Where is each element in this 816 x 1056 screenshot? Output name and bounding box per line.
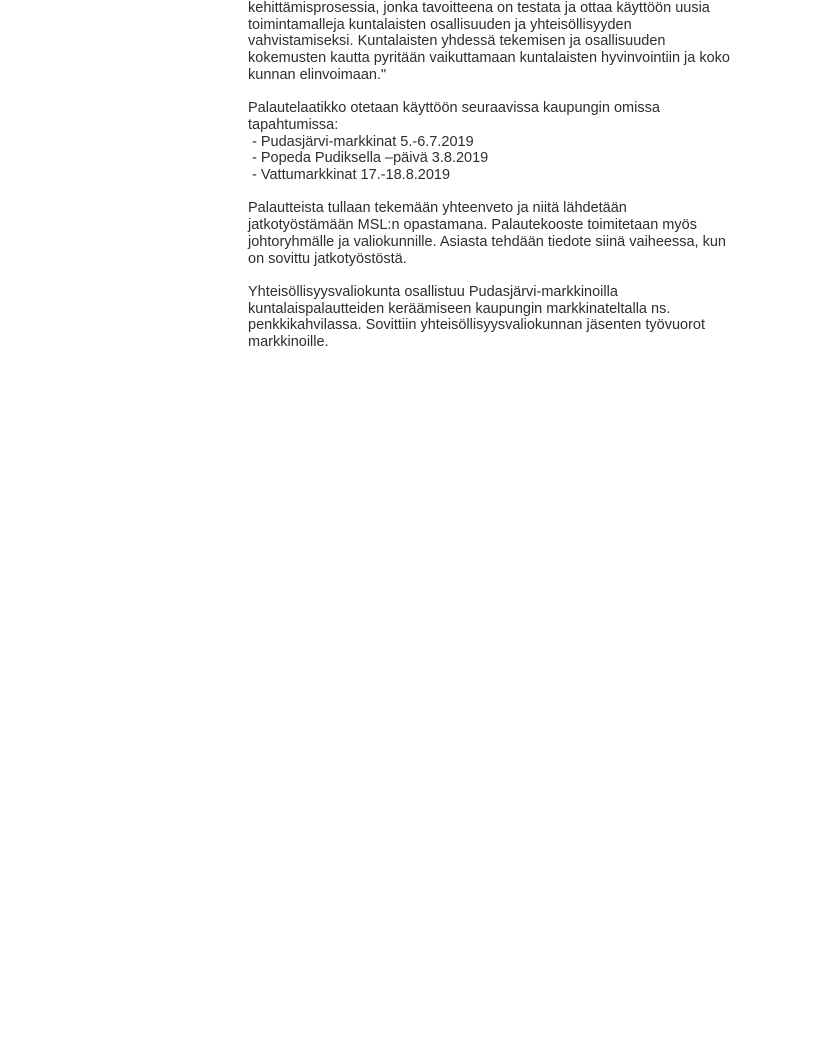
text-line: jatkotyöstämään MSL:n opastamana. Palautekooste toimitetaan myös bbox=[248, 217, 697, 234]
document-body-text bbox=[248, 0, 758, 351]
quote-paragraph bbox=[248, 0, 758, 84]
text-line: - Popeda Pudiksella –päivä 3.8.2019 bbox=[248, 150, 489, 167]
text-line: kuntalaispalautteiden keräämiseen kaupungin markkinateltalla ns. bbox=[248, 300, 671, 317]
text-line: - Pudasjärvi-markkinat 5.-6.7.2019 bbox=[248, 133, 474, 150]
text-line: markkinoille. bbox=[248, 334, 329, 351]
text-line: Palautteista tullaan tekemään yhteenveto ja niitä lähdetään bbox=[248, 200, 627, 217]
text-line: Palautelaatikko otetaan käyttöön seuraavissa kaupungin omissa bbox=[248, 100, 660, 117]
text-line: Yhteisöllisyysvaliokunta osallistuu Pudasjärvi-markkinoilla bbox=[248, 283, 618, 300]
text-line: - Vattumarkkinat 17.-18.8.2019 bbox=[248, 167, 451, 184]
text-line: kehittämisprosessia, jonka tavoitteena on testata ja ottaa käyttöön uusia bbox=[248, 0, 710, 16]
text-line: johtoryhmälle ja valiokunnille. Asiasta tehdään tiedote siinä vaiheessa, kun bbox=[248, 233, 726, 250]
text-line: vahvistamiseksi. Kuntalaisten yhdessä tekemisen ja osallisuuden bbox=[248, 33, 666, 50]
text-line: tapahtumissa: bbox=[248, 116, 339, 133]
text-line: on sovittu jatkotyöstöstä. bbox=[248, 250, 407, 267]
text-line: toimintamalleja kuntalaisten osallisuuden ja yhteisöllisyyden bbox=[248, 16, 632, 33]
text-line: kunnan elinvoimaan." bbox=[248, 66, 387, 83]
text-line: kokemusten kautta pyritään vaikuttamaan kuntalaisten hyvinvointiin ja koko bbox=[248, 50, 730, 67]
summary-paragraph bbox=[248, 200, 758, 267]
committee-paragraph bbox=[248, 284, 758, 351]
events-paragraph bbox=[248, 100, 758, 184]
text-line: penkkikahvilassa. Sovittiin yhteisöllisyysvaliokunnan jäsenten työvuorot bbox=[248, 317, 705, 334]
